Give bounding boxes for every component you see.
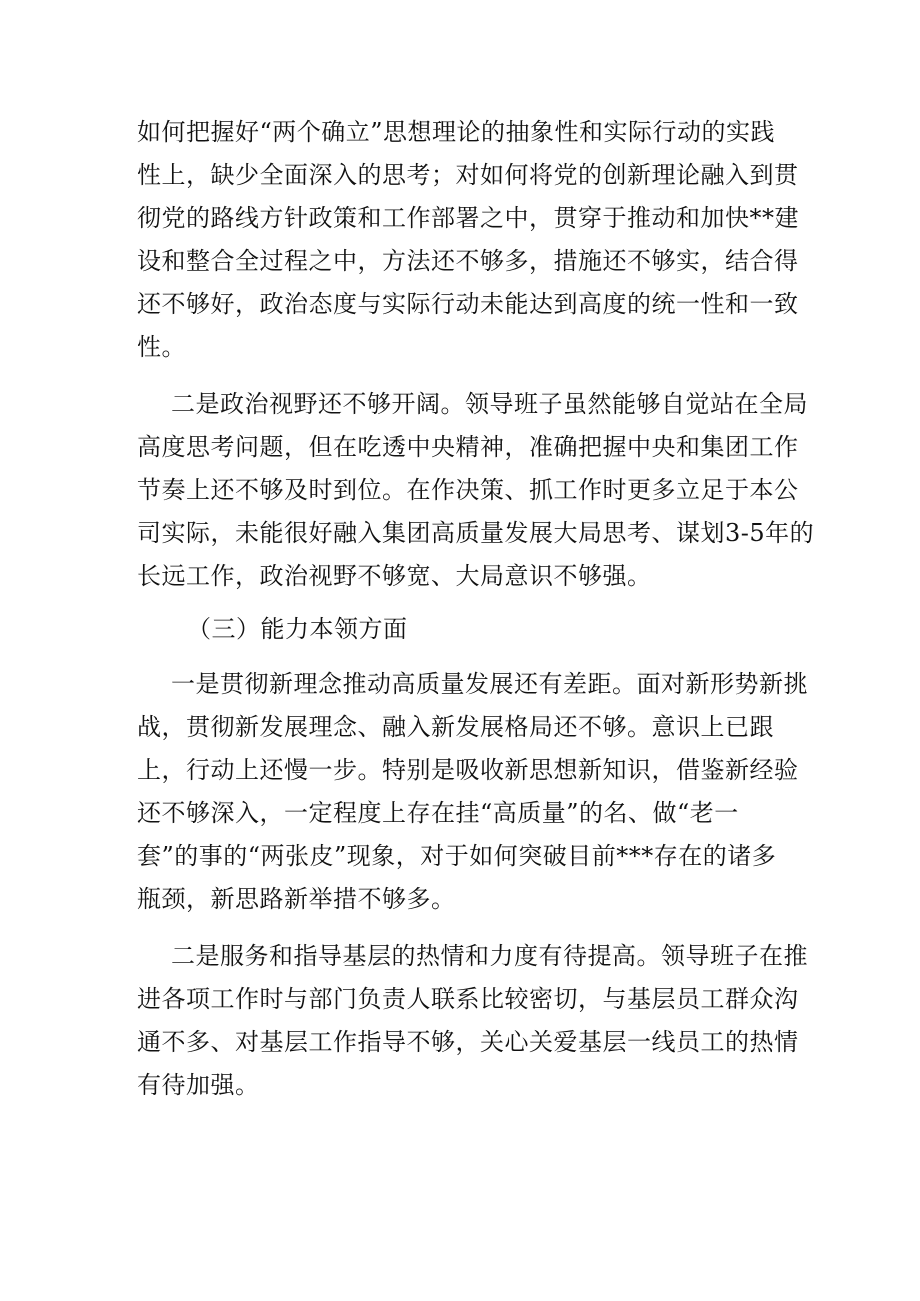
section-heading: （三）能力本领方面 — [187, 615, 408, 643]
paragraph-2-line-4: 司实际，未能很好融入集团高质量发展大局思考、谋划3-5年的 — [137, 519, 815, 547]
paragraph-4-line-3: 通不多、对基层工作指导不够，关心关爱基层一线员工的热情 — [137, 1028, 799, 1056]
paragraph-2-line-3: 节奏上还不够及时到位。在作决策、抓工作时更多立足于本公 — [137, 476, 799, 504]
paragraph-1-line-2: 性上，缺少全面深入的思考；对如何将党的创新理论融入到贯 — [137, 161, 799, 189]
paragraph-1-line-4: 设和整合全过程之中，方法还不够多，措施还不够实，结合得 — [137, 247, 799, 275]
paragraph-1-line-6: 性。 — [137, 333, 186, 361]
paragraph-1-line-3: 彻党的路线方针政策和工作部署之中，贯穿于推动和加快**建 — [137, 204, 799, 232]
paragraph-2-line-2: 高度思考问题，但在吃透中央精神，准确把握中央和集团工作 — [137, 433, 799, 461]
paragraph-3-line-4: 还不够深入，一定程度上存在挂“高质量”的名、做“老一 — [137, 799, 739, 827]
paragraph-2-line-5: 长远工作，政治视野不够宽、大局意识不够强。 — [137, 562, 652, 590]
paragraph-3-line-6: 瓶颈，新思路新举措不够多。 — [137, 885, 456, 913]
paragraph-1-line-5: 还不够好，政治态度与实际行动未能达到高度的统一性和一致 — [137, 290, 799, 318]
paragraph-1-line-1: 如何把握好“两个确立”思想理论的抽象性和实际行动的实践 — [137, 118, 776, 146]
paragraph-3-line-1: 一是贯彻新理念推动高质量发展还有差距。面对新形势新挑 — [171, 670, 808, 698]
paragraph-3-line-5: 套”的事的“两张皮”现象，对于如何突破目前***存在的诸多 — [137, 842, 777, 870]
paragraph-4-line-2: 进各项工作时与部门负责人联系比较密切，与基层员工群众沟 — [137, 985, 799, 1013]
paragraph-2-line-1: 二是政治视野还不够开阔。领导班子虽然能够自觉站在全局 — [171, 390, 808, 418]
paragraph-4-line-1: 二是服务和指导基层的热情和力度有待提高。领导班子在推 — [171, 942, 808, 970]
paragraph-4-line-4: 有待加强。 — [137, 1071, 260, 1099]
paragraph-3-line-3: 上，行动上还慢一步。特别是吸收新思想新知识，借鉴新经验 — [137, 756, 799, 784]
paragraph-3-line-2: 战，贯彻新发展理念、融入新发展格局还不够。意识上已跟 — [137, 713, 774, 741]
